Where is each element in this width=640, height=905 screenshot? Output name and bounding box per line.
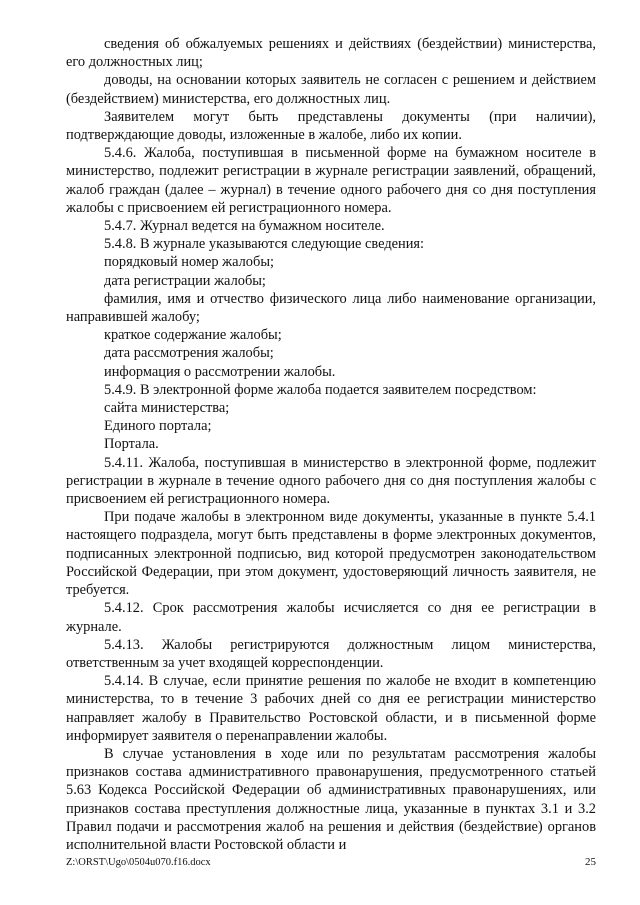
- paragraph: При подаче жалобы в электронном виде документы, указанные в пункте 5.4.1 настоящего подраздела, могут быть представлены в форме электронных документов, подписанных электронной подписью, вид которой предусмотрен законодательством Российской Федерации, при этом документ, удостоверяющий личность заявителя, не требуется.: [66, 509, 596, 599]
- paragraph: В случае установления в ходе или по результатам рассмотрения жалобы признаков состава административного правонарушения, предусмотренного статьей 5.63 Кодекса Российской Федерации об административных правонарушениях, или признаков состава преступления должностные лица, указанные в пунктах 3.1 и 3.2 Правил подачи и рассмотрения жалоб на решения и действия (бездействие) органов исполнительной власти Ростовской области и: [66, 745, 596, 853]
- paragraph: 5.4.14. В случае, если принятие решения по жалобе не входит в компетенцию министерства, то в течение 3 рабочих дней со дня ее регистрации министерство направляет жалобу в Правительство Ростовской области, и в письменной форме информирует заявителя о перенаправлении жалобы.: [66, 673, 596, 744]
- paragraph: 5.4.11. Жалоба, поступившая в министерство в электронной форме, подлежит регистрации в журнале в течение одного рабочего дня со дня поступления жалобы с присвоением ей регистрационного номера.: [66, 454, 596, 508]
- paragraph: Единого портала;: [104, 418, 212, 435]
- paragraph: дата рассмотрения жалобы;: [104, 345, 274, 362]
- paragraph: 5.4.7. Журнал ведется на бумажном носителе.: [104, 218, 385, 235]
- paragraph: дата регистрации жалобы;: [104, 272, 266, 289]
- paragraph: Портала.: [104, 436, 159, 453]
- document-body: [66, 35, 596, 854]
- paragraph: 5.4.9. В электронной форме жалоба подается заявителем посредством:: [104, 381, 537, 398]
- footer-file-path: Z:\ORST\Ugo\0504u070.f16.docx: [66, 857, 211, 868]
- paragraph: 5.4.8. В журнале указываются следующие сведения:: [104, 236, 425, 253]
- paragraph: доводы, на основании которых заявитель не согласен с решением и действием (бездействием) министерства, его должностных лиц.: [66, 72, 596, 107]
- paragraph: фамилия, имя и отчество физического лица либо наименование организации, направившей жалобу;: [66, 290, 596, 326]
- paragraph: информация о рассмотрении жалобы.: [104, 363, 336, 380]
- paragraph: Заявителем могут быть представлены документы (при наличии), подтверждающие доводы, изложенные в жалобе, либо их копии.: [66, 108, 596, 144]
- paragraph: порядковый номер жалобы;: [104, 254, 274, 271]
- page-number: 25: [585, 856, 596, 868]
- paragraph: 5.4.6. Жалоба, поступившая в письменной форме на бумажном носителе в министерство, подлежит регистрации в журнале регистрации заявлений, обращений, жалоб граждан (далее – журнал) в течение одного рабочего дня со дня поступления жалобы с присвоением ей регистрационного номера.: [66, 145, 596, 216]
- paragraph: 5.4.13. Жалобы регистрируются должностным лицом министерства, ответственным за учет входящей корреспонденции.: [66, 636, 596, 671]
- paragraph: 5.4.12. Срок рассмотрения жалобы исчисляется со дня ее регистрации в журнале.: [66, 600, 596, 635]
- paragraph: сведения об обжалуемых решениях и действиях (бездействии) министерства, его должностных лиц;: [66, 36, 596, 71]
- paragraph: краткое содержание жалобы;: [104, 327, 282, 344]
- paragraph: сайта министерства;: [104, 400, 230, 417]
